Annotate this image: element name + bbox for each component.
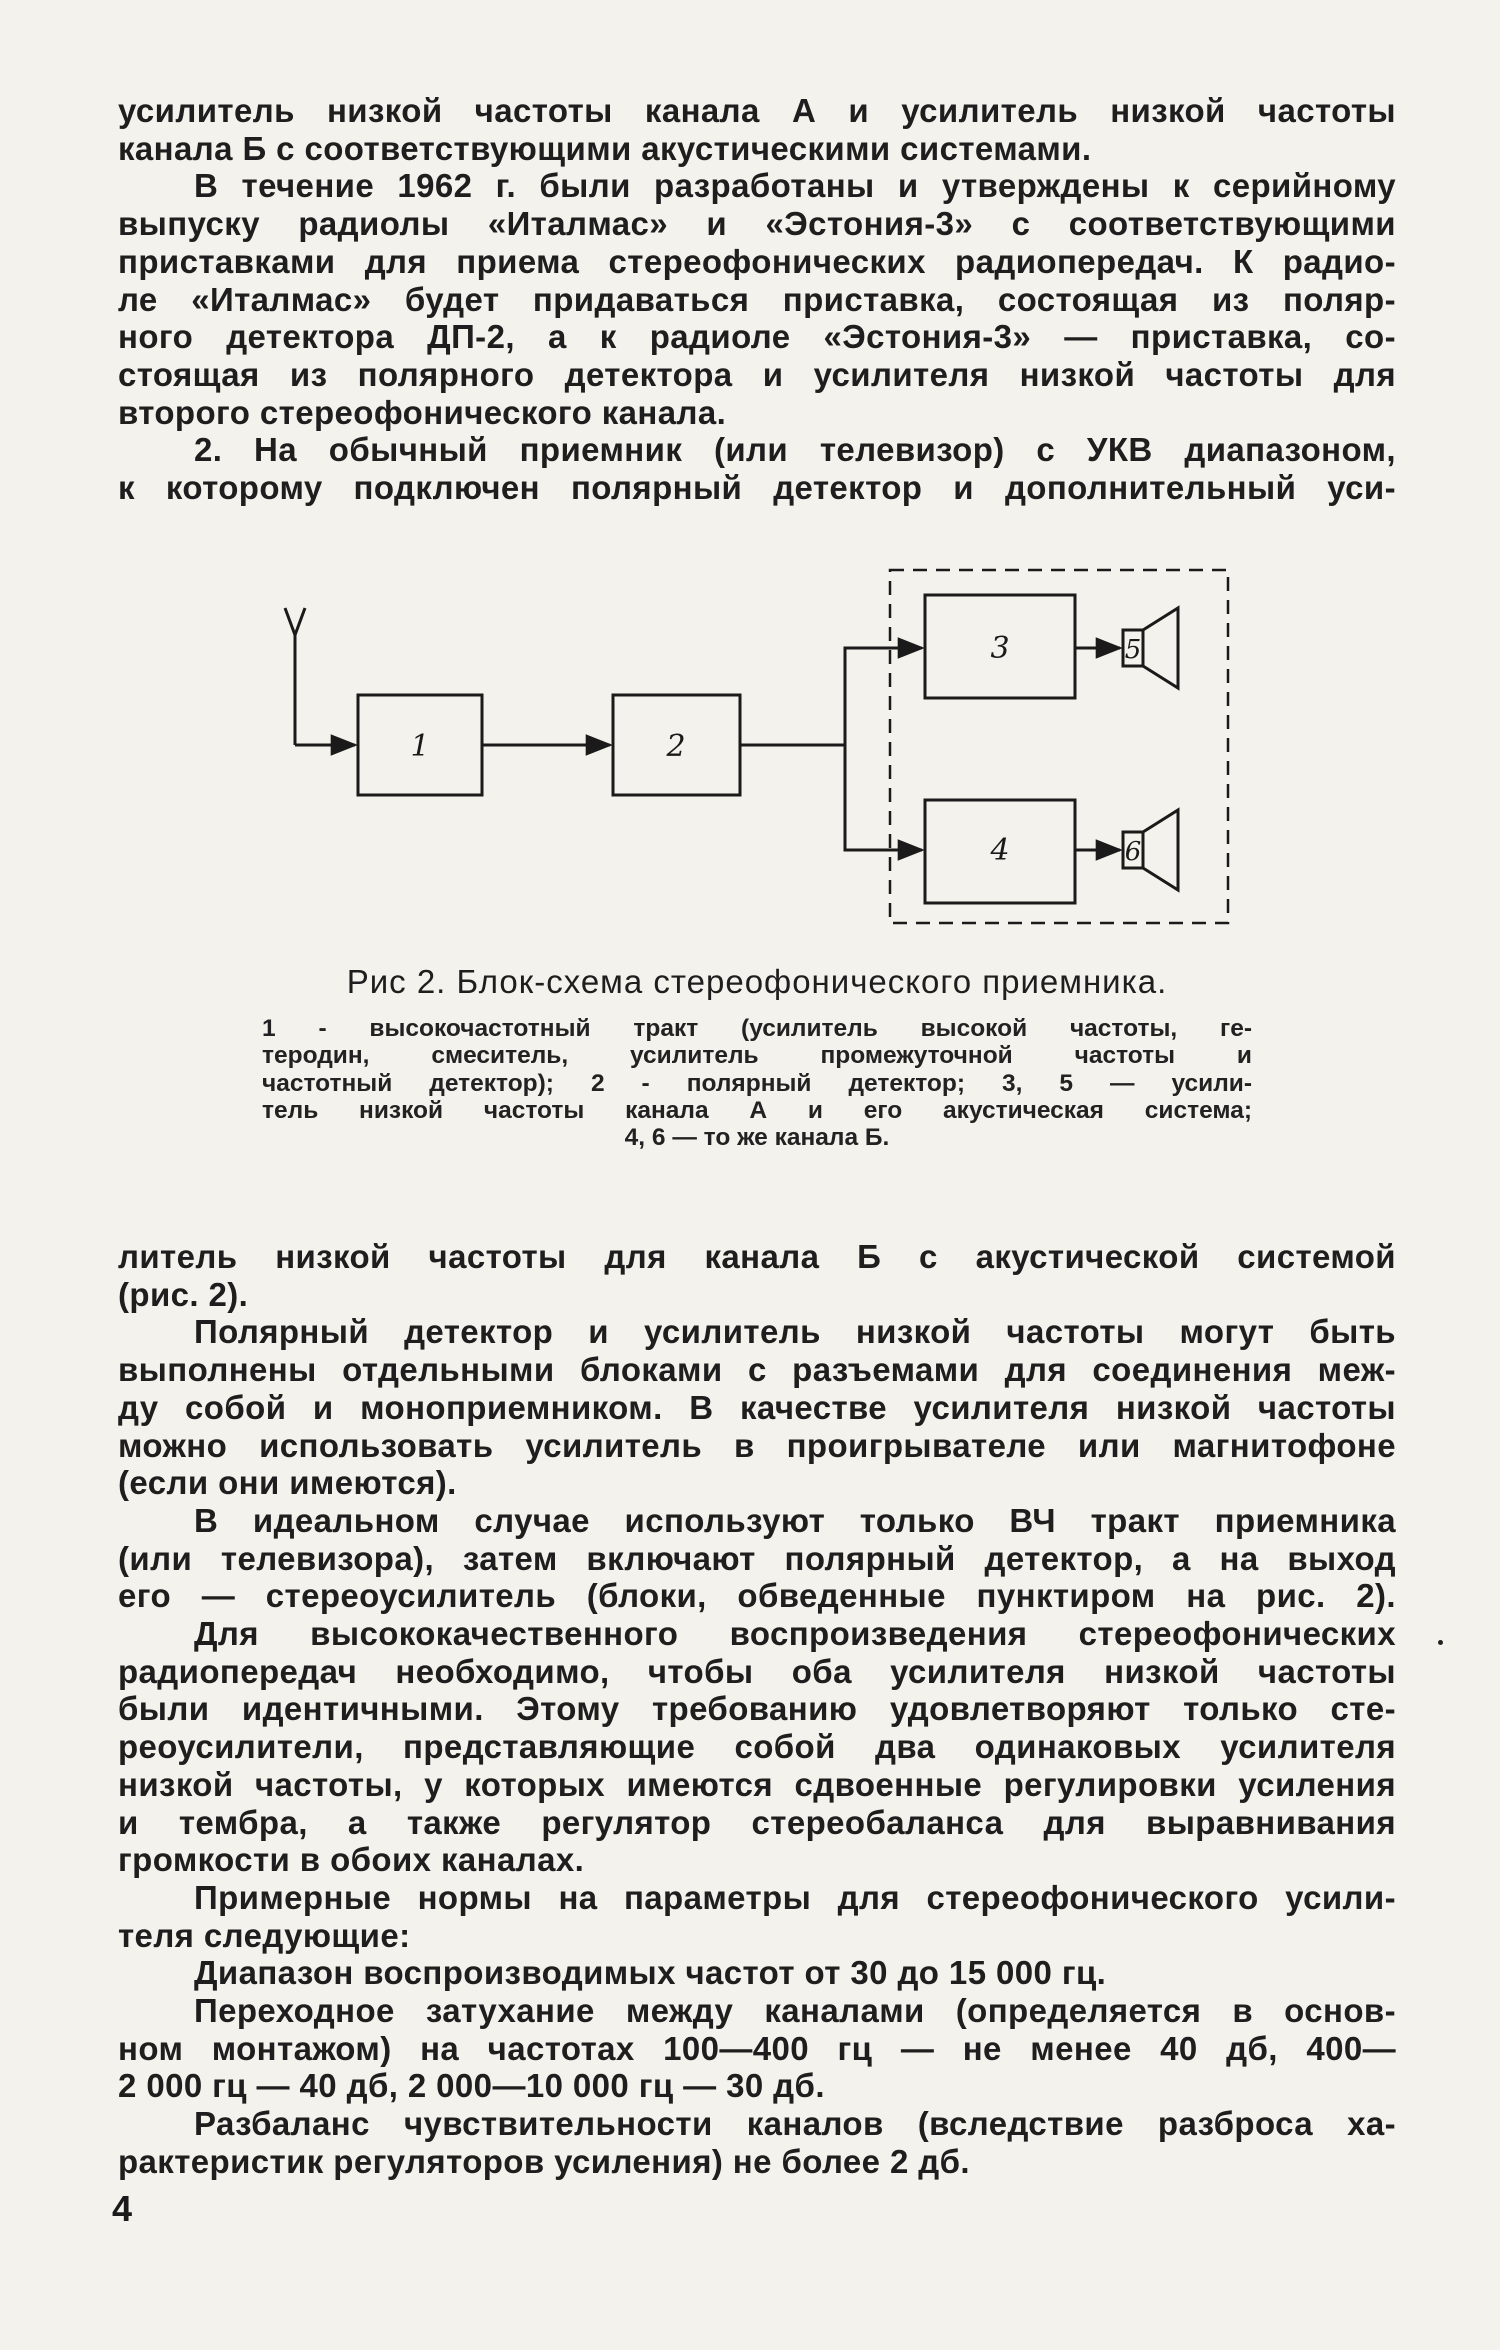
antenna-icon [285, 608, 305, 745]
figure-caption [262, 1015, 1252, 1151]
text-line: второго стереофонического канала. [118, 393, 727, 431]
text-line: ле «Италмас» будет придаваться приставка, состоящая из поляр- [118, 280, 1396, 318]
text-line: и тембра, а также регулятор стереобаланса для выравнивания [118, 1803, 1396, 1841]
text-line: литель низкой частоты для канала Б с акустической системой [118, 1238, 1396, 1275]
text-line: приставками для приема стереофонических радиопередач. К радио- [118, 242, 1396, 280]
block-2-label: 2 [666, 729, 686, 764]
text-line: стоящая из полярного детектора и усилителя низкой частоты для [118, 355, 1396, 393]
text-line: В идеальном случае используют только ВЧ тракт приемника [194, 1501, 1396, 1539]
caption-line: 1 - высокочастотный тракт (усилитель высокой частоты, ге- [262, 1015, 1252, 1042]
block-1-label: 1 [410, 729, 430, 764]
text-line: теля следующие: [118, 1916, 411, 1954]
text-line: громкости в обоих каналах. [118, 1841, 585, 1879]
text-line: Примерные нормы на параметры для стереофонического усили- [194, 1878, 1396, 1916]
text-line: выпуску радиолы «Италмас» и «Эстония-3» с соответствующими [118, 205, 1396, 243]
block-3-label: 3 [990, 631, 1010, 666]
text-line: канала Б с соответствующими акустическими системами. [118, 129, 1092, 167]
top-text [118, 92, 1396, 507]
text-line: (если они имеются). [118, 1464, 457, 1502]
page-number: 4 [112, 2188, 133, 2229]
text-line: ного детектора ДП-2, а к радиоле «Эстония-3» — приставка, со- [118, 318, 1396, 356]
text-line: Диапазон воспроизводимых частот от 30 до 15 000 гц. [194, 1954, 1107, 1992]
caption-line: тель низкой частоты канала А и его акустическая система; [262, 1096, 1252, 1124]
text-line: Разбаланс чувствительности каналов (вследствие разброса ха- [194, 2105, 1396, 2143]
text-line: низкой частоты, у которых имеются сдвоенные регулировки усиления [118, 1765, 1396, 1803]
text-line: усилитель низкой частоты канала А и усилитель низкой частоты [118, 92, 1396, 129]
speaker-6-label: 6 [1124, 837, 1142, 867]
text-line: выполнены отдельными блоками с разъемами для соединения меж- [118, 1351, 1396, 1389]
text-line: реоусилители, представляющие собой два одинаковых усилителя [118, 1728, 1396, 1766]
text-line: Для высококачественного воспроизведения стереофонических [194, 1615, 1396, 1653]
text-line: радиопередач необходимо, чтобы оба усилителя низкой частоты [118, 1652, 1396, 1690]
text-line: В течение 1962 г. были разработаны и утверждены к серийному [194, 167, 1396, 205]
bottom-text [118, 1238, 1396, 2181]
speaker-5-label: 5 [1124, 635, 1142, 665]
text-line: были идентичными. Этому требованию удовлетворяют только сте- [118, 1690, 1396, 1728]
figure-title: Рис 2. Блок-схема стереофонического приемника. [346, 963, 1168, 1000]
block-diagram [270, 560, 1240, 940]
text-line: 2 000 гц — 40 дб, 2 000—10 000 гц — 30 дб. [118, 2067, 825, 2105]
text-line: (или телевизора), затем включают полярный детектор, а на выход [118, 1539, 1396, 1577]
text-line: ду собой и моноприемником. В качестве усилителя низкой частоты [118, 1388, 1396, 1426]
margin-mark [1438, 1640, 1443, 1645]
block-4-label: 4 [990, 833, 1010, 868]
text-line: (рис. 2). [118, 1275, 249, 1313]
caption-line: 4, 6 — то же канала Б. [624, 1124, 890, 1152]
text-line: к которому подключен полярный детектор и дополнительный уси- [118, 469, 1396, 507]
text-line: Переходное затухание между каналами (определяется в основ- [194, 1992, 1396, 2030]
caption-line: частотный детектор); 2 - полярный детектор; 3, 5 — усили- [262, 1069, 1252, 1097]
text-line: Полярный детектор и усилитель низкой частоты могут быть [194, 1313, 1396, 1351]
caption-line: теродин, смеситель, усилитель промежуточной частоты и [262, 1042, 1252, 1070]
text-line: можно использовать усилитель в проигрывателе или магнитофоне [118, 1426, 1396, 1464]
text-line: его — стереоусилитель (блоки, обведенные пунктиром на рис. 2). [118, 1577, 1396, 1615]
text-line: рактеристик регуляторов усиления) не более 2 дб. [118, 2142, 970, 2180]
text-line: ном монтажом) на частотах 100—400 гц — не менее 40 дб, 400— [118, 2029, 1396, 2067]
text-line: 2. На обычный приемник (или телевизор) с УКВ диапазоном, [194, 431, 1396, 469]
